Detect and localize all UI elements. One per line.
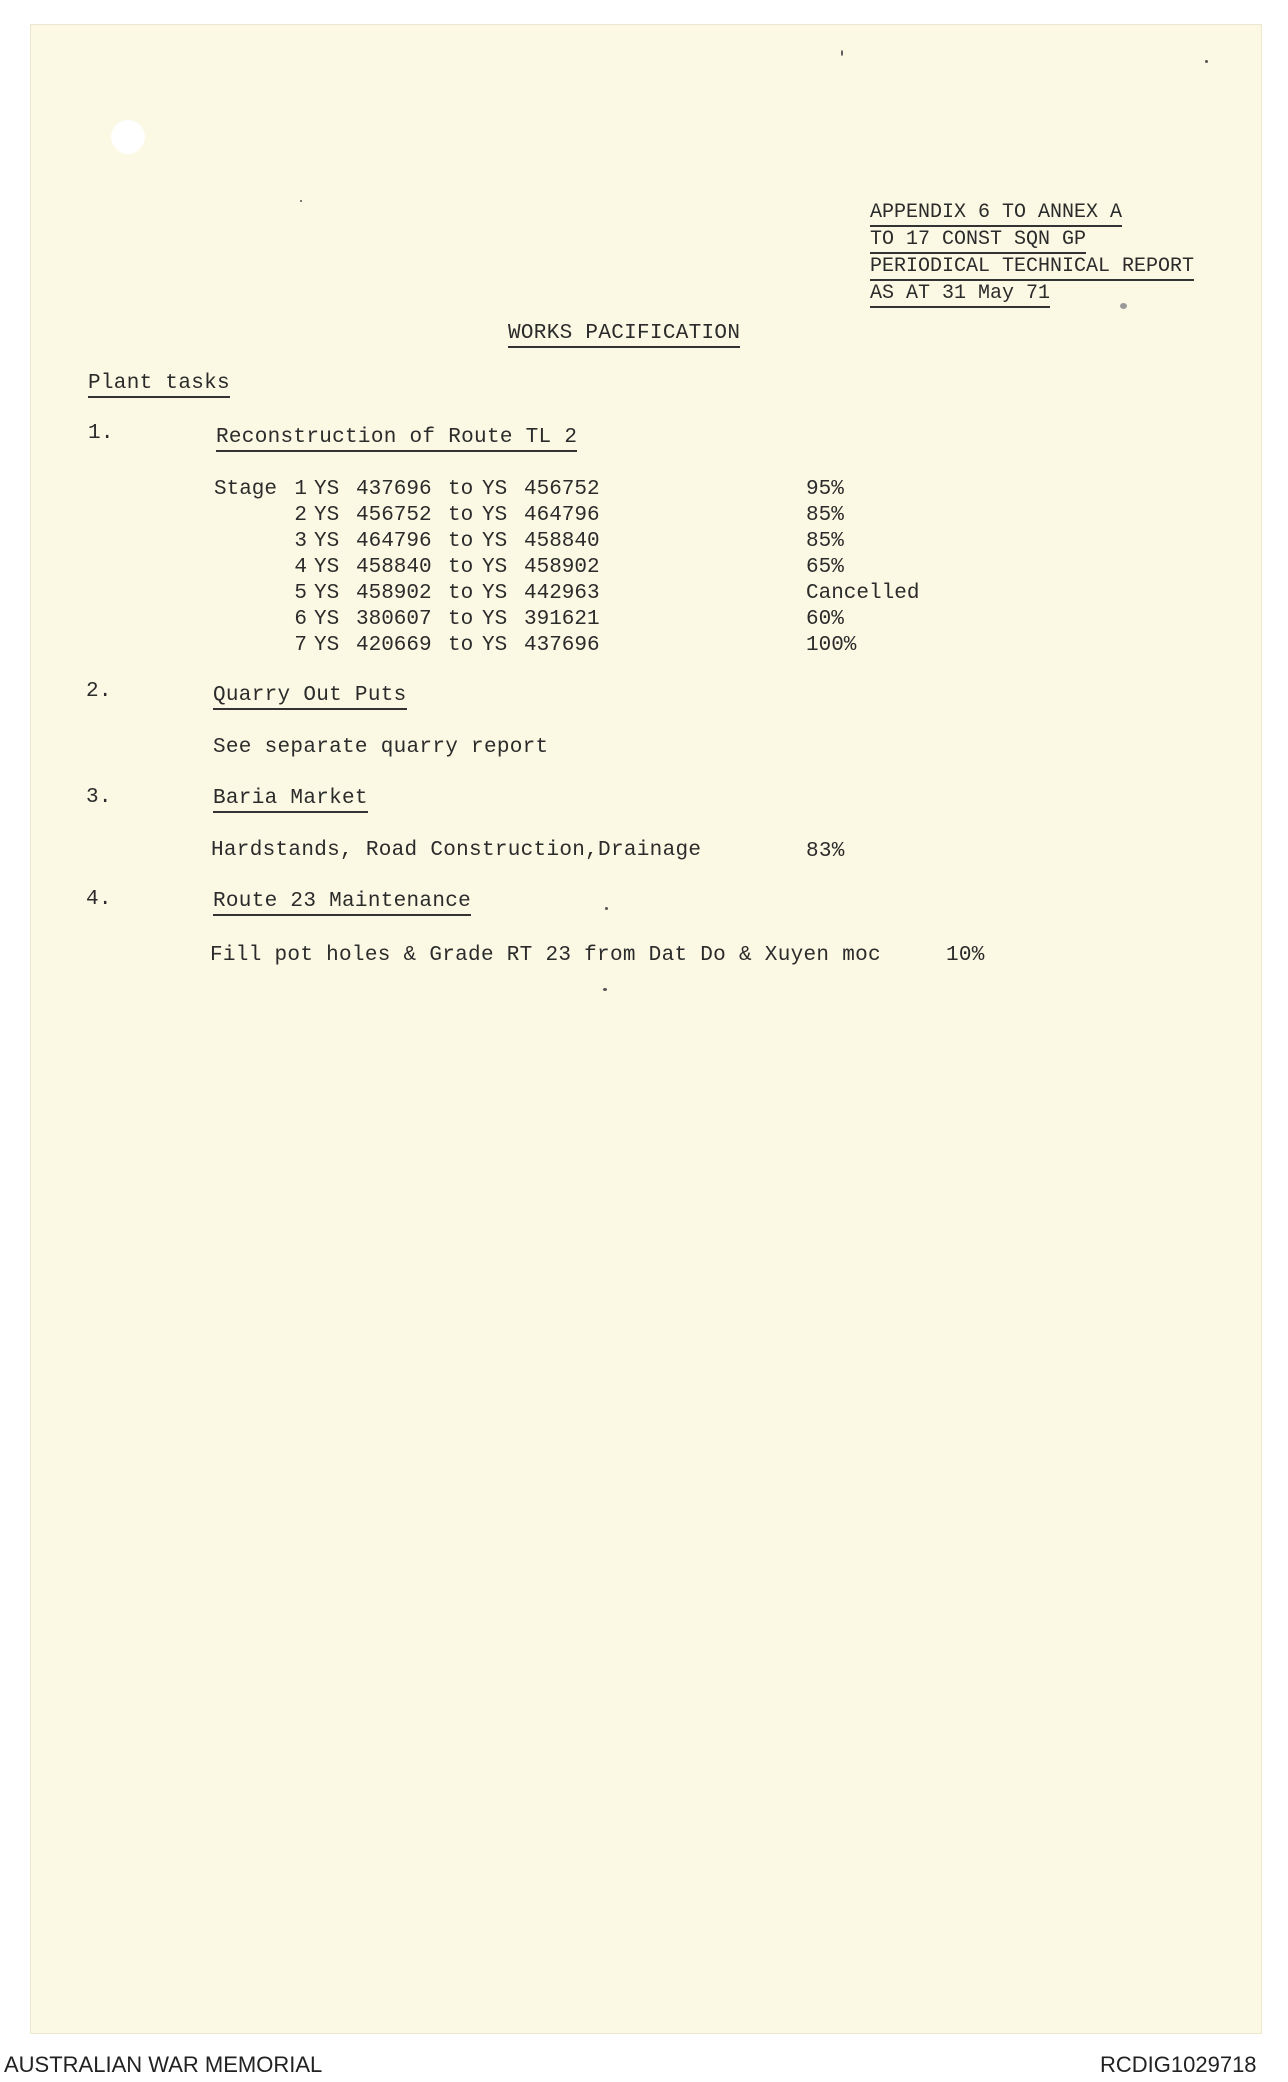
item-number: 4.: [86, 888, 112, 911]
stage-to: 391621: [524, 608, 600, 631]
footer-source: AUSTRALIAN WAR MEMORIAL: [4, 2052, 323, 2077]
item-detail: Hardstands, Road Construction,Drainage: [211, 839, 702, 862]
stage-row: [214, 504, 1014, 530]
stage-to: 458840: [524, 530, 600, 553]
item-detail: Fill pot holes & Grade RT 23 from Dat Do & Xuyen moc: [210, 944, 881, 967]
stage-grid1: YS: [314, 634, 340, 657]
item-number: 2.: [86, 680, 112, 703]
stage-grid2: YS: [482, 478, 508, 501]
stage-grid2: YS: [482, 504, 508, 527]
appendix-line-4: AS AT 31 May 71: [870, 281, 1050, 308]
stage-label: Stage: [214, 478, 278, 501]
stage-row: [214, 608, 1014, 634]
stage-grid1: YS: [314, 478, 340, 501]
stage-grid2: YS: [482, 530, 508, 553]
appendix-line-1: APPENDIX 6 TO ANNEX A: [870, 200, 1122, 227]
stage-grid1: YS: [314, 556, 340, 579]
item-heading: Reconstruction of Route TL 2: [216, 426, 577, 452]
stage-row: [214, 478, 1014, 504]
item-status: 83%: [806, 840, 845, 863]
item-heading: Quarry Out Puts: [213, 684, 407, 710]
item-number: 1.: [88, 422, 114, 445]
stage-status: 95%: [806, 478, 844, 501]
stage-to-label: to: [448, 530, 474, 553]
page-title: WORKS PACIFICATION: [508, 322, 740, 348]
stage-to: 442963: [524, 582, 600, 605]
stage-num: 3: [294, 530, 307, 553]
stage-num: 6: [294, 608, 307, 631]
stage-from: 420669: [356, 634, 432, 657]
stage-to-label: to: [448, 504, 474, 527]
stage-to-label: to: [448, 556, 474, 579]
stage-from: 456752: [356, 504, 432, 527]
stage-status: 65%: [806, 556, 844, 579]
stage-grid1: YS: [314, 530, 340, 553]
stage-grid1: YS: [314, 504, 340, 527]
item-heading: Route 23 Maintenance: [213, 890, 471, 916]
stage-grid1: YS: [314, 608, 340, 631]
item-detail: See separate quarry report: [213, 736, 549, 759]
stage-to-label: to: [448, 634, 474, 657]
stage-grid2: YS: [482, 634, 508, 657]
stage-row: [214, 634, 1014, 660]
stage-num: 7: [294, 634, 307, 657]
stage-grid1: YS: [314, 582, 340, 605]
appendix-line-2: TO 17 CONST SQN GP: [870, 227, 1086, 254]
punch-hole: [111, 120, 145, 154]
stage-from: 380607: [356, 608, 432, 631]
appendix-header: [870, 200, 1194, 308]
stage-to-label: to: [448, 478, 474, 501]
stage-status: 85%: [806, 504, 844, 527]
stage-to: 456752: [524, 478, 600, 501]
stage-status: Cancelled: [806, 582, 920, 605]
stage-grid2: YS: [482, 556, 508, 579]
stage-row: [214, 530, 1014, 556]
stage-num: 1: [294, 478, 307, 501]
stage-status: 100%: [806, 634, 857, 657]
stage-to-label: to: [448, 582, 474, 605]
stage-to: 437696: [524, 634, 600, 657]
stage-from: 437696: [356, 478, 432, 501]
stage-to: 458902: [524, 556, 600, 579]
stage-num: 5: [294, 582, 307, 605]
stage-to-label: to: [448, 608, 474, 631]
stage-grid2: YS: [482, 608, 508, 631]
footer-id: RCDIG1029718: [1100, 2052, 1257, 2077]
stage-to: 464796: [524, 504, 600, 527]
stage-from: 458840: [356, 556, 432, 579]
stage-row: [214, 556, 1014, 582]
stage-grid2: YS: [482, 582, 508, 605]
appendix-line-3: PERIODICAL TECHNICAL REPORT: [870, 254, 1194, 281]
section-heading: Plant tasks: [88, 372, 230, 398]
stage-status: 85%: [806, 530, 844, 553]
stage-from: 464796: [356, 530, 432, 553]
stage-from: 458902: [356, 582, 432, 605]
item-number: 3.: [86, 786, 112, 809]
stage-num: 4: [294, 556, 307, 579]
item-heading: Baria Market: [213, 787, 368, 813]
stage-row: [214, 582, 1014, 608]
item-status: 10%: [946, 944, 985, 967]
stage-num: 2: [294, 504, 307, 527]
stage-status: 60%: [806, 608, 844, 631]
